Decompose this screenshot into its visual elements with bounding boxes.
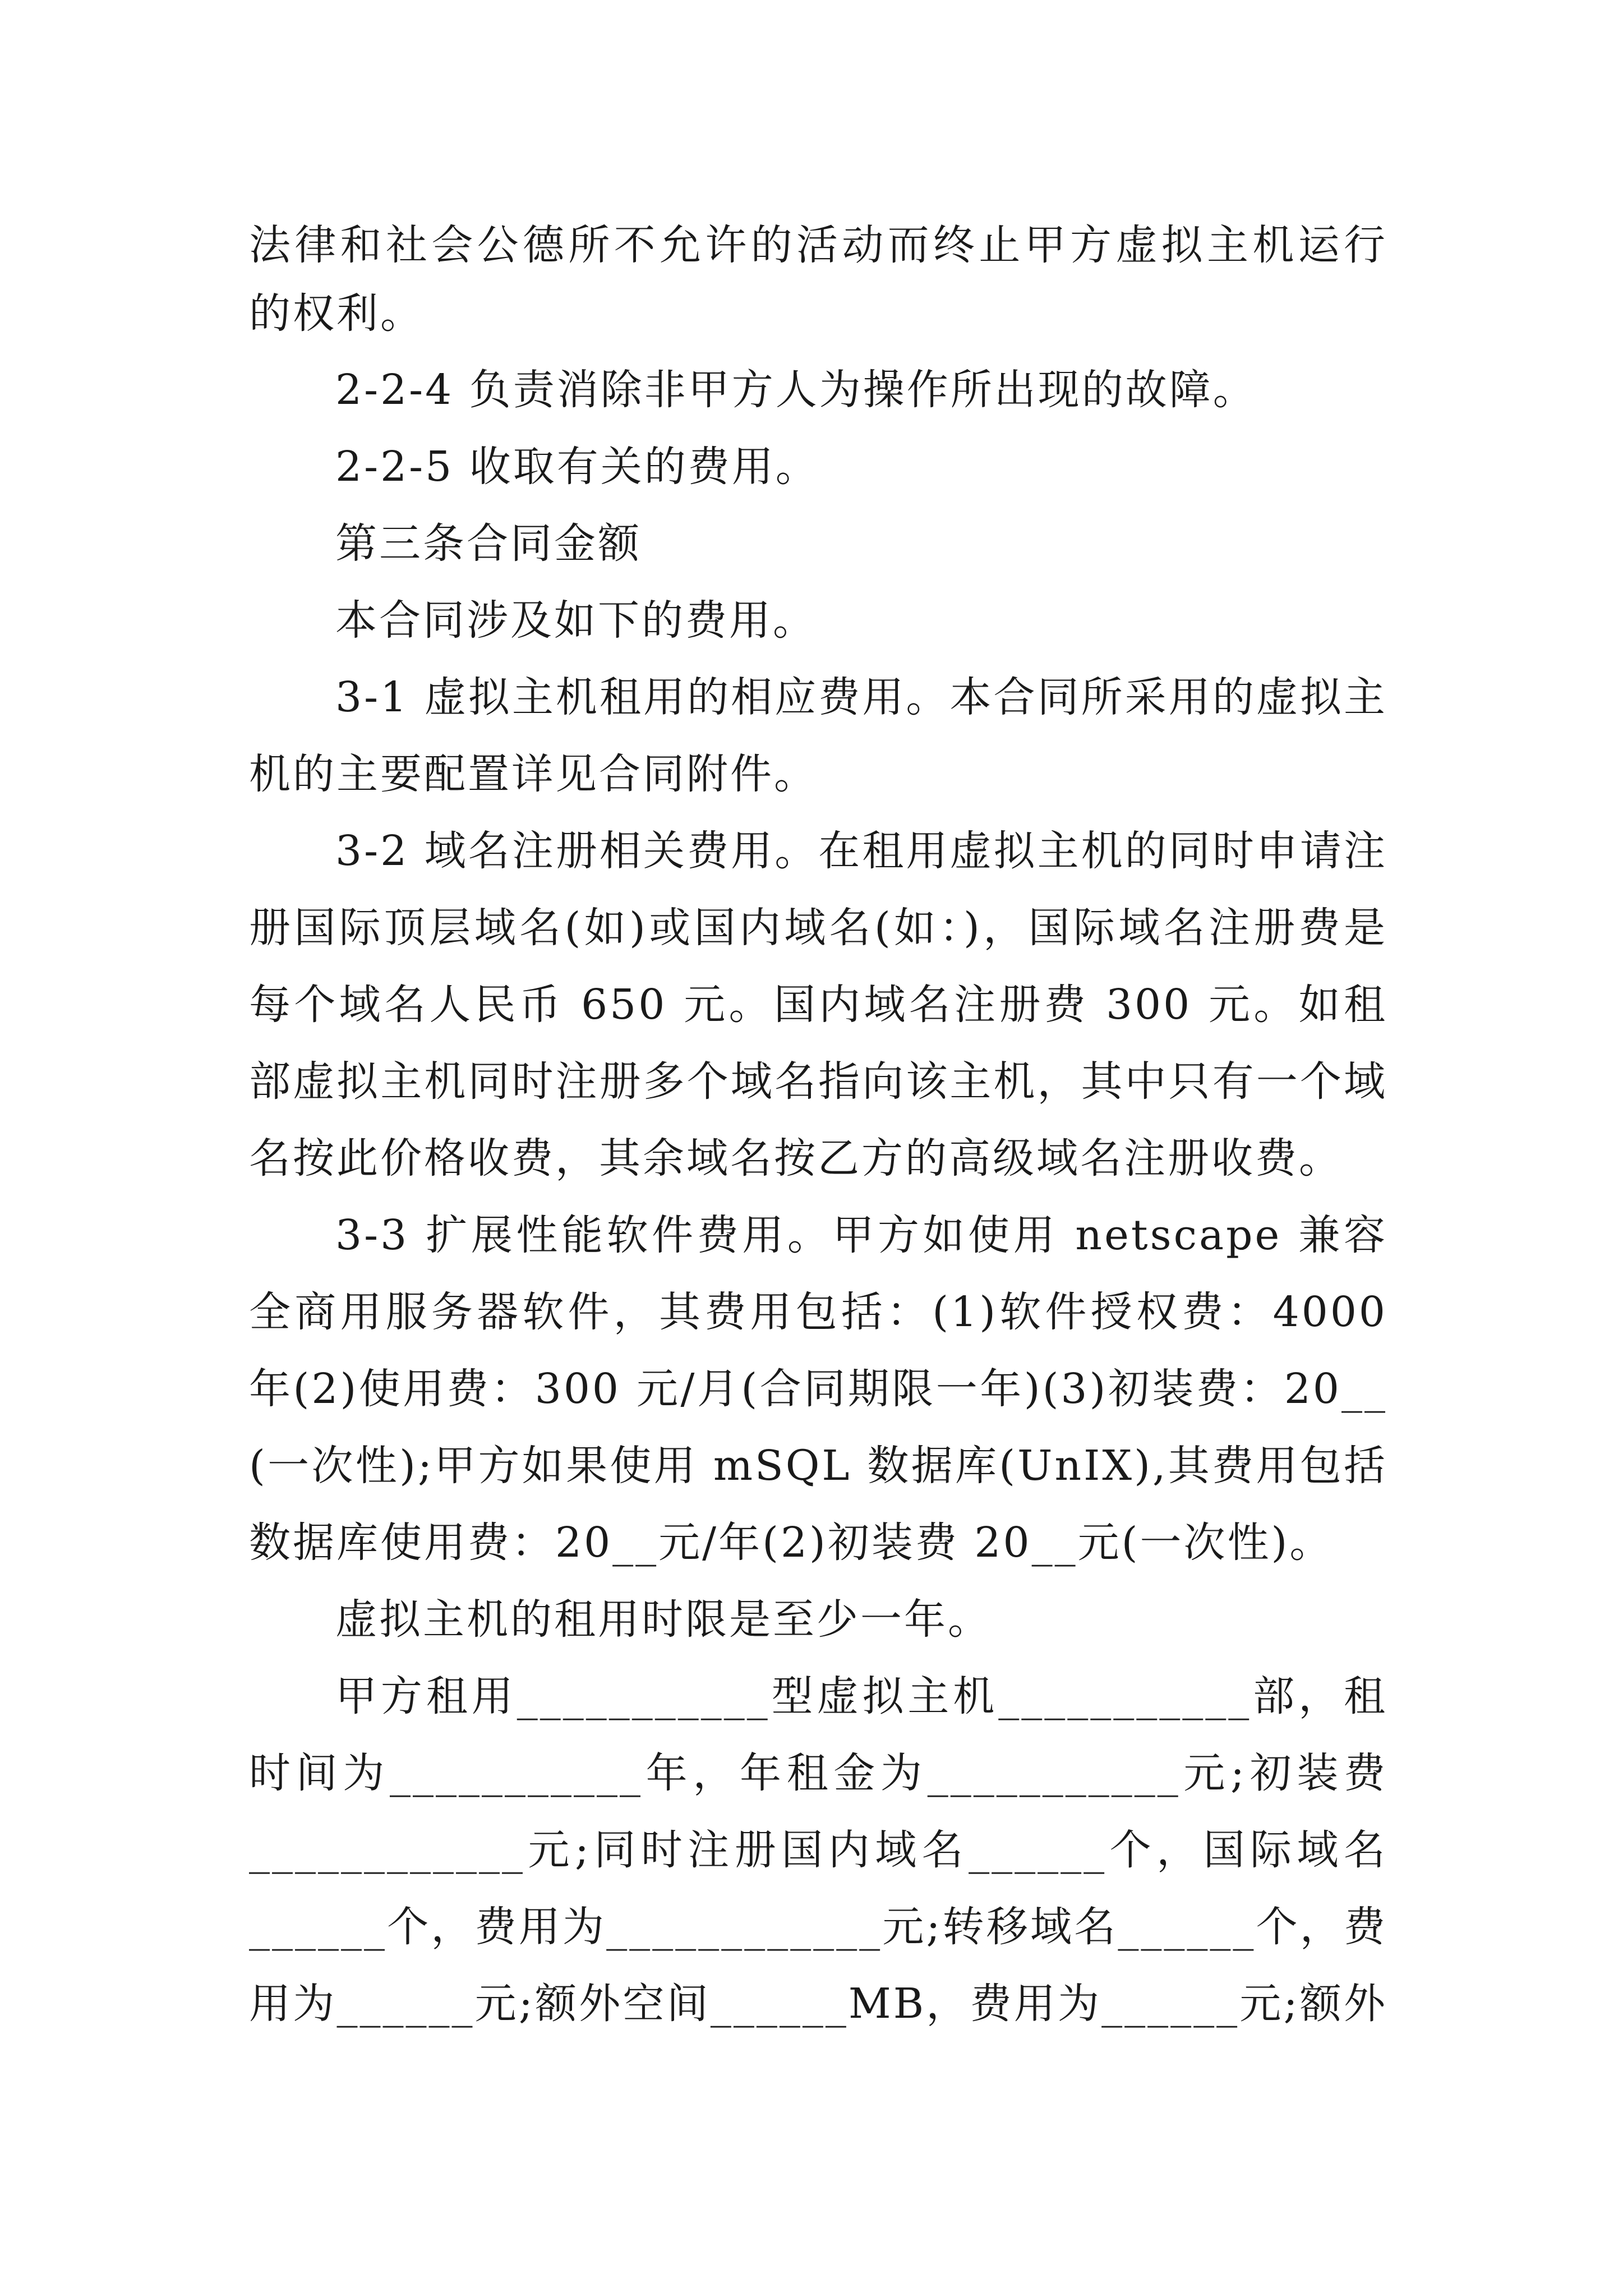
text-line: ______个，费用为____________元;转移域名______个，费 [249, 1903, 1387, 1951]
text-line: 年(2)使用费：300 元/月(合同期限一年)(3)初装费：20__ [249, 1365, 1387, 1413]
text-line: 每个域名人民币 650 元。国内域名注册费 300 元。如租 [249, 981, 1387, 1029]
text-line: 数据库使用费：20__元/年(2)初装费 20__元(一次性)。 [249, 1519, 1334, 1567]
text-line: 时间为___________年，年租金为___________元;初装费 [249, 1749, 1387, 1797]
text-line: 机的主要配置详见合同附件。 [249, 750, 818, 798]
text-line: 2-2-5 收取有关的费用。 [335, 443, 819, 491]
text-line: 3-3 扩展性能软件费用。甲方如使用 netscape 兼容 [335, 1211, 1387, 1259]
text-line: 3-2 域名注册相关费用。在租用虚拟主机的同时申请注 [335, 827, 1387, 875]
text-line: 的权利。 [249, 289, 424, 338]
text-line: 本合同涉及如下的费用。 [335, 596, 817, 645]
text-line: (一次性);甲方如果使用 mSQL 数据库(UnIX),其费用包括 [249, 1442, 1387, 1490]
text-line: 甲方租用___________型虚拟主机___________部，租 [335, 1672, 1387, 1720]
text-line: 2-2-4 负责消除非甲方人为操作所出现的故障。 [335, 366, 1257, 414]
text-line: 册国际顶层域名(如)或国内域名(如：)，国际域名注册费是 [249, 904, 1387, 952]
section-heading: 第三条合同金额 [335, 519, 642, 568]
text-line: 部虚拟主机同时注册多个域名指向该主机，其中只有一个域 [249, 1057, 1387, 1106]
text-line: ____________元;同时注册国内域名______个，国际域名 [249, 1826, 1387, 1874]
text-line: 名按此价格收费，其余域名按乙方的高级域名注册收费。 [249, 1134, 1343, 1182]
text-line: 用为______元;额外空间______MB，费用为______元;额外 [249, 1980, 1387, 2028]
text-line: 3-1 虚拟主机租用的相应费用。本合同所采用的虚拟主 [335, 673, 1387, 721]
text-line: 虚拟主机的租用时限是至少一年。 [335, 1595, 992, 1644]
text-line: 法律和社会公德所不允许的活动而终止甲方虚拟主机运行 [249, 221, 1387, 269]
text-line: 全商用服务器软件，其费用包括：(1)软件授权费：4000 [249, 1288, 1387, 1336]
